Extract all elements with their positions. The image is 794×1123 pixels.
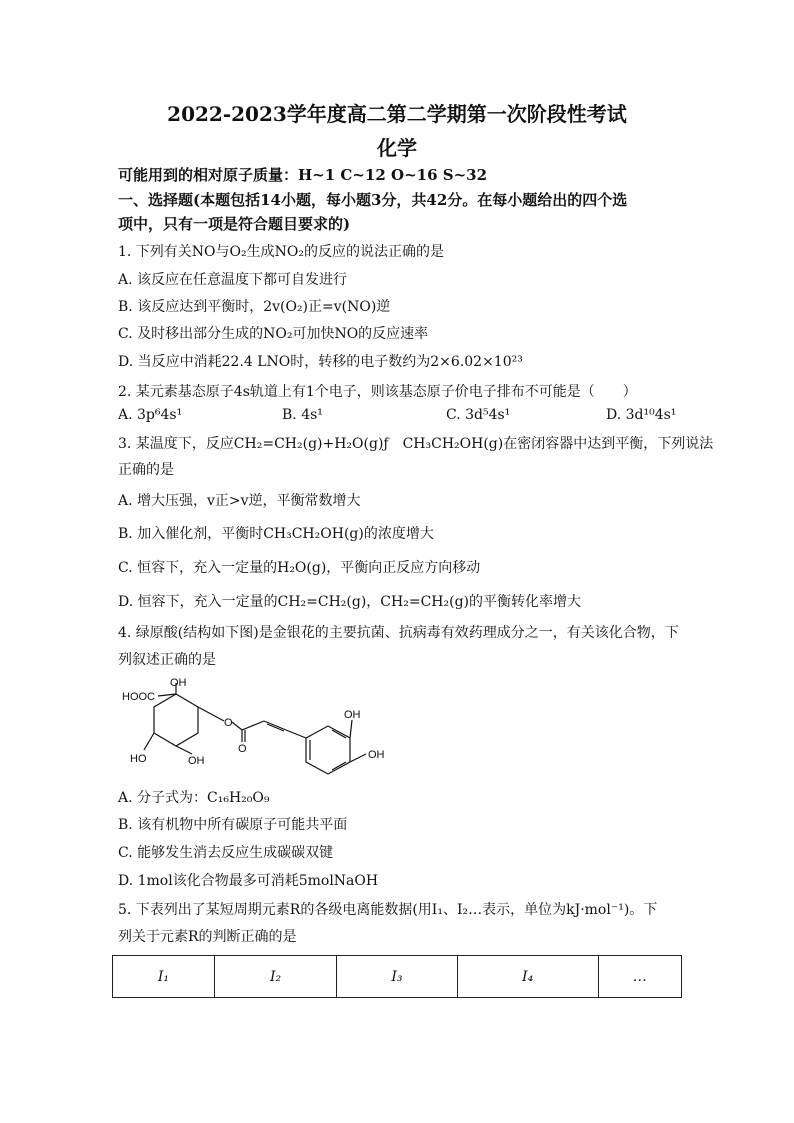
ester-oxygen-label: O	[224, 717, 233, 729]
section-heading-line2: 项中，只有一项是符合题目要求的)	[118, 215, 351, 233]
q2-option-b: B. 4s¹	[282, 407, 323, 423]
q1-stem: 1. 下列有关NO与O₂生成NO₂的反应的说法正确的是	[118, 244, 444, 260]
table-header-cell: I₁	[113, 956, 215, 998]
oh-ring-right-label: OH	[368, 749, 385, 761]
carbonyl-oxygen-label: O	[238, 743, 247, 755]
q1-option-d: D. 当反应中消耗22.4 LNO时，转移的电子数约为2×6.02×10²³	[118, 354, 523, 370]
q4-option-a: A. 分子式为：C₁₆H₂₀O₉	[118, 790, 270, 806]
table-header-cell: …	[598, 956, 681, 998]
hooc-label: HOOC	[122, 691, 155, 703]
q3-option-a: A. 增大压强，v正>v逆，平衡常数增大	[118, 493, 361, 509]
q3-stem-line2: 正确的是	[118, 462, 174, 478]
oh-bottom-label: OH	[188, 755, 205, 767]
q3-option-d: D. 恒容下，充入一定量的CH₂=CH₂(g)，CH₂=CH₂(g)的平衡转化率增大	[118, 594, 581, 610]
table-header-cell: I₃	[337, 956, 457, 998]
table-header-cell: I₄	[457, 956, 598, 998]
ho-left-label: HO	[130, 753, 147, 765]
atomic-masses: 可能用到的相对原子质量：H~1 C~12 O~16 S~32	[118, 166, 488, 184]
subject-title: 化学	[377, 136, 417, 160]
q5-stem-line1: 5. 下表列出了某短周期元素R的各级电离能数据(用I₁、I₂…表示，单位为kJ·mol⁻¹)。下	[118, 902, 658, 918]
q2-option-c: C. 3d⁵4s¹	[446, 407, 511, 423]
q2-option-d: D. 3d¹⁰4s¹	[606, 407, 677, 423]
section-heading-line1: 一、选择题(本题包括14小题，每小题3分，共42分。在每小题给出的四个选	[118, 191, 628, 209]
table-row	[113, 956, 682, 998]
q1-option-b: B. 该反应达到平衡时，2v(O₂)正=v(NO)逆	[118, 299, 391, 315]
chlorogenic-acid-structure	[118, 676, 398, 776]
q1-option-a: A. 该反应在任意温度下都可自发进行	[118, 272, 348, 288]
oh-ring-top-label: OH	[344, 709, 361, 721]
table-header-cell: I₂	[214, 956, 336, 998]
q4-stem-line1: 4. 绿原酸(结构如下图)是金银花的主要抗菌、抗病毒有效药理成分之一，有关该化合物，下	[118, 625, 679, 641]
q3-option-b: B. 加入催化剂，平衡时CH₃CH₂OH(g)的浓度增大	[118, 526, 434, 542]
oh-top-label: OH	[170, 677, 187, 689]
q4-option-d: D. 1mol该化合物最多可消耗5molNaOH	[118, 873, 379, 889]
ionization-energy-table	[112, 955, 682, 998]
q4-option-c: C. 能够发生消去反应生成碳碳双键	[118, 845, 334, 861]
q3-option-c: C. 恒容下，充入一定量的H₂O(g)，平衡向正反应方向移动	[118, 560, 481, 576]
q2-option-a: A. 3p⁶4s¹	[118, 407, 183, 423]
q5-stem-line2: 列关于元素R的判断正确的是	[118, 929, 297, 945]
exam-title: 2022-2023学年度高二第二学期第一次阶段性考试	[167, 102, 627, 126]
q4-option-b: B. 该有机物中所有碳原子可能共平面	[118, 817, 348, 833]
q1-option-c: C. 及时移出部分生成的NO₂可加快NO的反应速率	[118, 326, 429, 342]
q4-stem-line2: 列叙述正确的是	[118, 652, 216, 668]
q2-stem: 2. 某元素基态原子4s轨道上有1个电子，则该基态原子价电子排布不可能是（ ）	[118, 384, 637, 400]
q3-stem-line1: 3. 某温度下，反应CH₂=CH₂(g)+H₂O(g)ƒ CH₃CH₂OH(g)在密闭容器中达到平衡，下列说法	[118, 436, 714, 452]
